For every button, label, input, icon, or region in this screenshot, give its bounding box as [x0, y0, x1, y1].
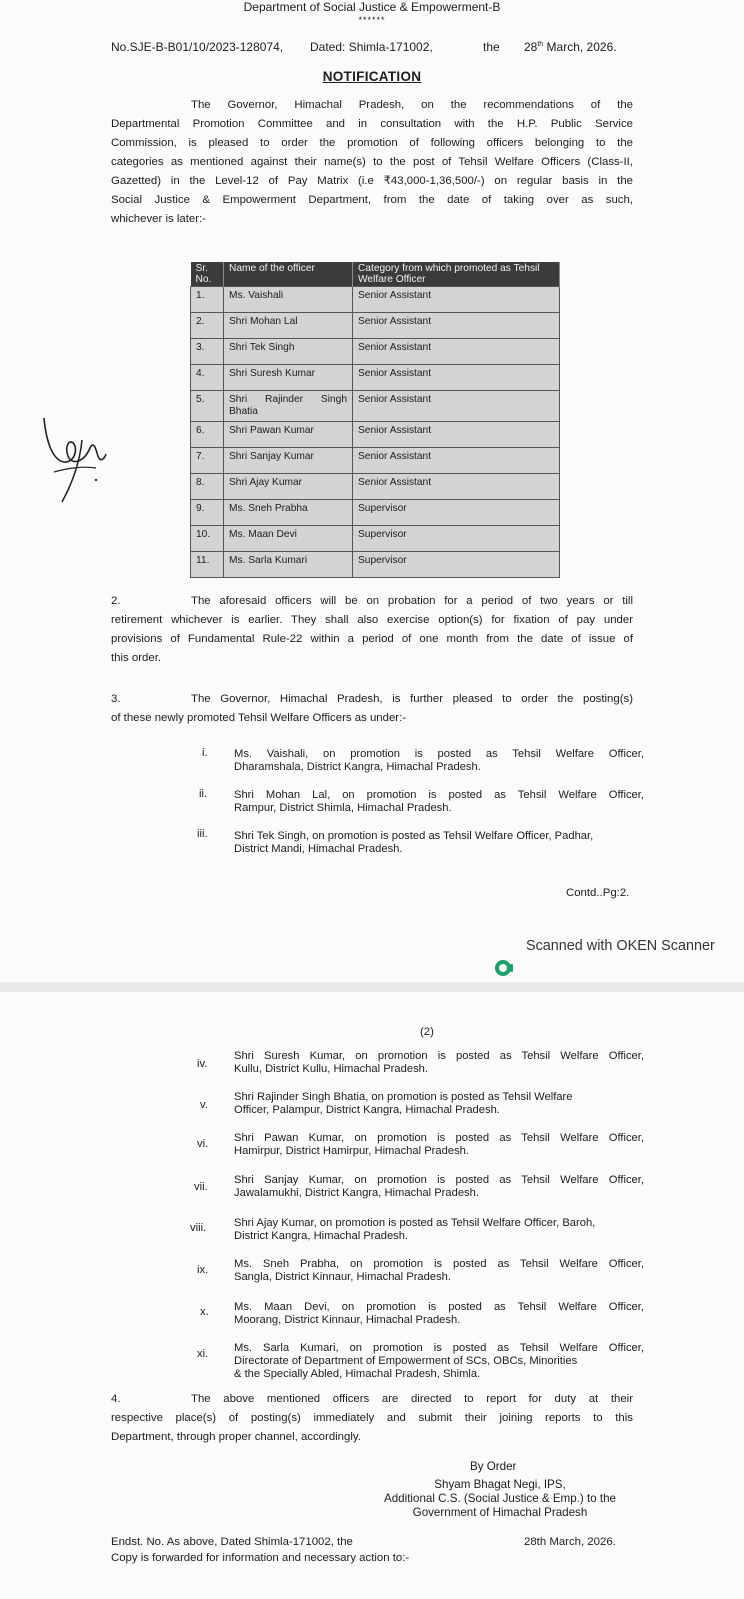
- table-row: 5. Shri Rajinder Singh Bhatia Senior Assistant: [191, 391, 560, 422]
- copy-forward-line: Copy is forwarded for information and necessary action to:-: [111, 1552, 410, 1564]
- posting-item: Shri Tek Singh, on promotion is posted as Tehsil Welfare Officer, Padhar, District Mandi, Himachal Pradesh.: [234, 830, 594, 855]
- page-2: [0, 992, 744, 1599]
- endorsement-date: 28th March, 2026.: [524, 1536, 616, 1548]
- table-row: 3. Shri Tek Singh Senior Assistant: [191, 339, 560, 365]
- signature-scribble: [34, 410, 114, 510]
- posting-number: iii.: [197, 828, 208, 840]
- page-gap: [0, 982, 744, 992]
- table-row: 2. Shri Mohan Lal Senior Assistant: [191, 313, 560, 339]
- posting-number: i.: [202, 747, 208, 759]
- posting-number: ii.: [199, 788, 208, 800]
- the-word: the: [483, 40, 500, 54]
- col-sr-no: Sr. No.: [191, 262, 224, 287]
- posting-item: Shri Pawan Kumar, on promotion is posted as Tehsil Welfare Officer, Hamirpur, District Hamirpur, Himachal Pradesh.: [234, 1132, 644, 1157]
- paragraph-3: The Governor, Himachal Pradesh, is further pleased to order the posting(s) of these newly promoted Tehsil Welfare Officers as under:-: [111, 693, 633, 724]
- table-row: 6. Shri Pawan Kumar Senior Assistant: [191, 422, 560, 448]
- posting-number: ix.: [197, 1264, 209, 1276]
- posting-number: xi.: [197, 1348, 209, 1360]
- posting-number: iv.: [197, 1058, 208, 1070]
- table-row: 4. Shri Suresh Kumar Senior Assistant: [191, 365, 560, 391]
- signatory-title: Additional C.S. (Social Justice & Emp.) to the: [384, 1492, 616, 1505]
- posting-item: Ms. Sarla Kumari, on promotion is posted as Tehsil Welfare Officer, Directorate of Department of Empowerment of SCs, OBCs, Minorities & the Specially Abled, Himachal Pradesh, Shimla.: [234, 1342, 644, 1380]
- para-3-number: 3.: [111, 693, 121, 705]
- table-row: 10. Ms. Maan Devi Supervisor: [191, 526, 560, 552]
- paragraph-1: The Governor, Himachal Pradesh, on the recommendations of the Departmental Promotion Committee and in consultation with the H.P. Public Service Commission, is pleased to order the promotion of following officers belonging to the categories as mentioned against their name(s) to the post of Tehsil Welfare Officers (Class-II, Gazetted) in the Level-12 of Pay Matrix (i.e ₹43,000-1,36,500/-) on regular basis in the Social Justice & Empowerment Department, from the date of taking over as such, whichever is later:-: [111, 99, 633, 225]
- signatory-name: Shyam Bhagat Negi, IPS,: [434, 1478, 566, 1491]
- posting-item: Ms. Sneh Prabha, on promotion is posted as Tehsil Welfare Officer, Sangla, District Kinnaur, Himachal Pradesh.: [234, 1258, 644, 1283]
- posting-item: Shri Sanjay Kumar, on promotion is posted as Tehsil Welfare Officer, Jawalamukhi, District Kangra, Himachal Pradesh.: [234, 1174, 644, 1199]
- table-row: 1. Ms. Vaishali Senior Assistant: [191, 287, 560, 313]
- table-row: 7. Shri Sanjay Kumar Senior Assistant: [191, 448, 560, 474]
- scanner-logo-icon: [494, 958, 514, 978]
- para-2-number: 2.: [111, 595, 121, 607]
- endorsement-line: Endst. No. As above, Dated Shimla-171002, the: [111, 1536, 353, 1548]
- table-row: 8. Shri Ajay Kumar Senior Assistant: [191, 474, 560, 500]
- col-category: Category from which promoted as Tehsil Welfare Officer: [353, 262, 560, 287]
- posting-item: Ms. Maan Devi, on promotion is posted as Tehsil Welfare Officer, Moorang, District Kinnaur, Himachal Pradesh.: [234, 1301, 644, 1326]
- posting-item: Shri Rajinder Singh Bhatia, on promotion is posted as Tehsil Welfare Officer, Palampur, District Kangra, Himachal Pradesh.: [234, 1091, 573, 1116]
- col-name: Name of the officer: [224, 262, 353, 287]
- paragraph-2: The aforesaid officers will be on probation for a period of two years or till retirement whichever is earlier. They shall also exercise option(s) for fixation of pay under provisions of Fundamental Rule-22 within a period of one month from the date of issue of this order.: [111, 595, 633, 664]
- officers-table: [190, 262, 560, 578]
- table-row: 11. Ms. Sarla Kumari Supervisor: [191, 552, 560, 578]
- posting-number: vii.: [194, 1181, 208, 1193]
- signatory-block: [360, 1478, 640, 1520]
- posting-number: x.: [200, 1306, 209, 1318]
- page-number: (2): [420, 1026, 434, 1038]
- by-order: By Order: [470, 1460, 517, 1473]
- posting-number: vi.: [197, 1138, 209, 1150]
- scanner-watermark: Scanned with OKEN Scanner: [526, 938, 715, 954]
- notification-date: 28th March, 2026.: [524, 40, 617, 54]
- posting-item: Shri Suresh Kumar, on promotion is posted as Tehsil Welfare Officer, Kullu, District Kullu, Himachal Pradesh.: [234, 1050, 644, 1075]
- posting-item: Ms. Vaishali, on promotion is posted as Tehsil Welfare Officer, Dharamshala, District Kangra, Himachal Pradesh.: [234, 748, 644, 773]
- continued-note: Contd..Pg:2.: [566, 887, 630, 899]
- dated-place: Dated: Shimla-171002,: [310, 40, 433, 54]
- para-4-number: 4.: [111, 1393, 121, 1405]
- table-header-row: [191, 262, 560, 287]
- posting-item: Shri Mohan Lal, on promotion is posted as Tehsil Welfare Officer, Rampur, District Shimla, Himachal Pradesh.: [234, 789, 644, 814]
- posting-number: v.: [200, 1099, 208, 1111]
- posting-item: Shri Ajay Kumar, on promotion is posted as Tehsil Welfare Officer, Baroh, District Kangra, Himachal Pradesh.: [234, 1217, 596, 1242]
- table-row: 9. Ms. Sneh Prabha Supervisor: [191, 500, 560, 526]
- paragraph-4: The above mentioned officers are directed to report for duty at their respective place(s) of posting(s) immediately and submit their joining reports to this Department, through proper channel, accordingly.: [111, 1393, 633, 1443]
- signatory-govt: Government of Himachal Pradesh: [412, 1506, 588, 1519]
- reference-number: No.SJE-B-B01/10/2023-128074,: [111, 40, 284, 54]
- notification-title: NOTIFICATION: [322, 69, 422, 84]
- department-header: Department of Social Justice & Empowerment-B: [243, 0, 501, 14]
- header-stars: ******: [358, 15, 386, 25]
- posting-number: viii.: [190, 1222, 207, 1234]
